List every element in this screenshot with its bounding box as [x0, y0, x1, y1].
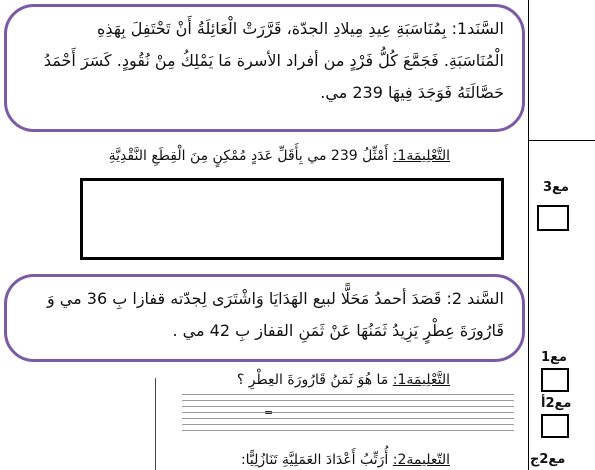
ruled-line	[182, 430, 514, 431]
criterion-checkbox-3[interactable]	[537, 205, 569, 231]
ruled-line	[182, 418, 514, 419]
equals-sign: =	[264, 406, 274, 419]
ruled-line	[182, 400, 514, 401]
task-1-instruction	[109, 148, 450, 164]
ruled-line	[182, 424, 514, 425]
criterion-checkbox-2a[interactable]	[541, 414, 569, 438]
ruled-line	[182, 406, 514, 407]
ruled-line	[182, 412, 514, 413]
answer-margin-line	[155, 378, 156, 470]
task-3-instruction	[241, 452, 450, 468]
task-1-text: أَمْثِّلُ 239 مي بِأَقَلِّ عَدَدٍ مُمْكِنٍ مِنَ الْقِطَعِ النَّقْدِيَّةِ	[108, 148, 393, 164]
situation-2-line-2: قَارُورَةَ عِطْرٍ يَزِيدُ ثَمَنُهَا عَنْ ثَمَنِ القفاز بِ 42 مي .	[172, 321, 504, 340]
task-1-label: التَّعْلِيمَة1:	[392, 148, 450, 164]
criterion-label-2a: مع2أ	[541, 396, 572, 411]
criterion-label-1: مع1	[541, 350, 567, 365]
situation-1-line-3: حَصَّالَتَهُ فَوَجَدَ فِيهَا 239 مي.	[320, 83, 504, 102]
task-2-label: التَّعْلِيمَة1:	[392, 372, 450, 388]
situation-1-line-1: السَّنَد1: بِمُنَاسَبَةِ عِيدِ مِيلادِ الجدّة، قَرَّرَتْ الْعَائِلَةُ أَنْ تَحْتَفِلَ بِهَذِهِ	[97, 19, 504, 38]
criterion-checkbox-1[interactable]	[541, 368, 569, 392]
situation-2-line-1: السَّند 2: قَصَدَ أحمدُ مَحَلًّا لبيع الهَدَايَا وَاشْتَرَى لِجدّته قفازا بِ 36 مي وَ	[46, 289, 504, 308]
situation-1-box	[4, 4, 525, 132]
criterion-label-2c: مع2ج	[530, 452, 566, 467]
criteria-column-divider	[528, 0, 529, 470]
task-3-label: التّعليمة2:	[392, 452, 450, 468]
situation-1-line-2: الْمُنَاسَبَةِ. فَجَمَّعَ كُلُّ فَرْدٍ من أفراد الأسرة مَا يَمْلِكُ مِنْ نُقُودٍ. كَسَرَ أَحْمَدُ	[43, 51, 504, 70]
task-2-text: مَا هُوَ ثَمَنُ قَارُورَةَ العِطْرِ ؟	[236, 372, 393, 388]
criteria-separator	[528, 140, 595, 141]
answer-box-1[interactable]	[80, 178, 504, 260]
criterion-label-3: مع3	[543, 180, 569, 195]
situation-2-box	[4, 274, 525, 362]
task-2-instruction	[237, 372, 450, 388]
calculation-lines[interactable]	[182, 392, 514, 434]
task-3-text: أُرَتِّبُ أَعْدَادَ العَمَلِيَّةِ تَنَازُلِيًّا:	[240, 452, 393, 468]
ruled-line	[182, 394, 514, 395]
